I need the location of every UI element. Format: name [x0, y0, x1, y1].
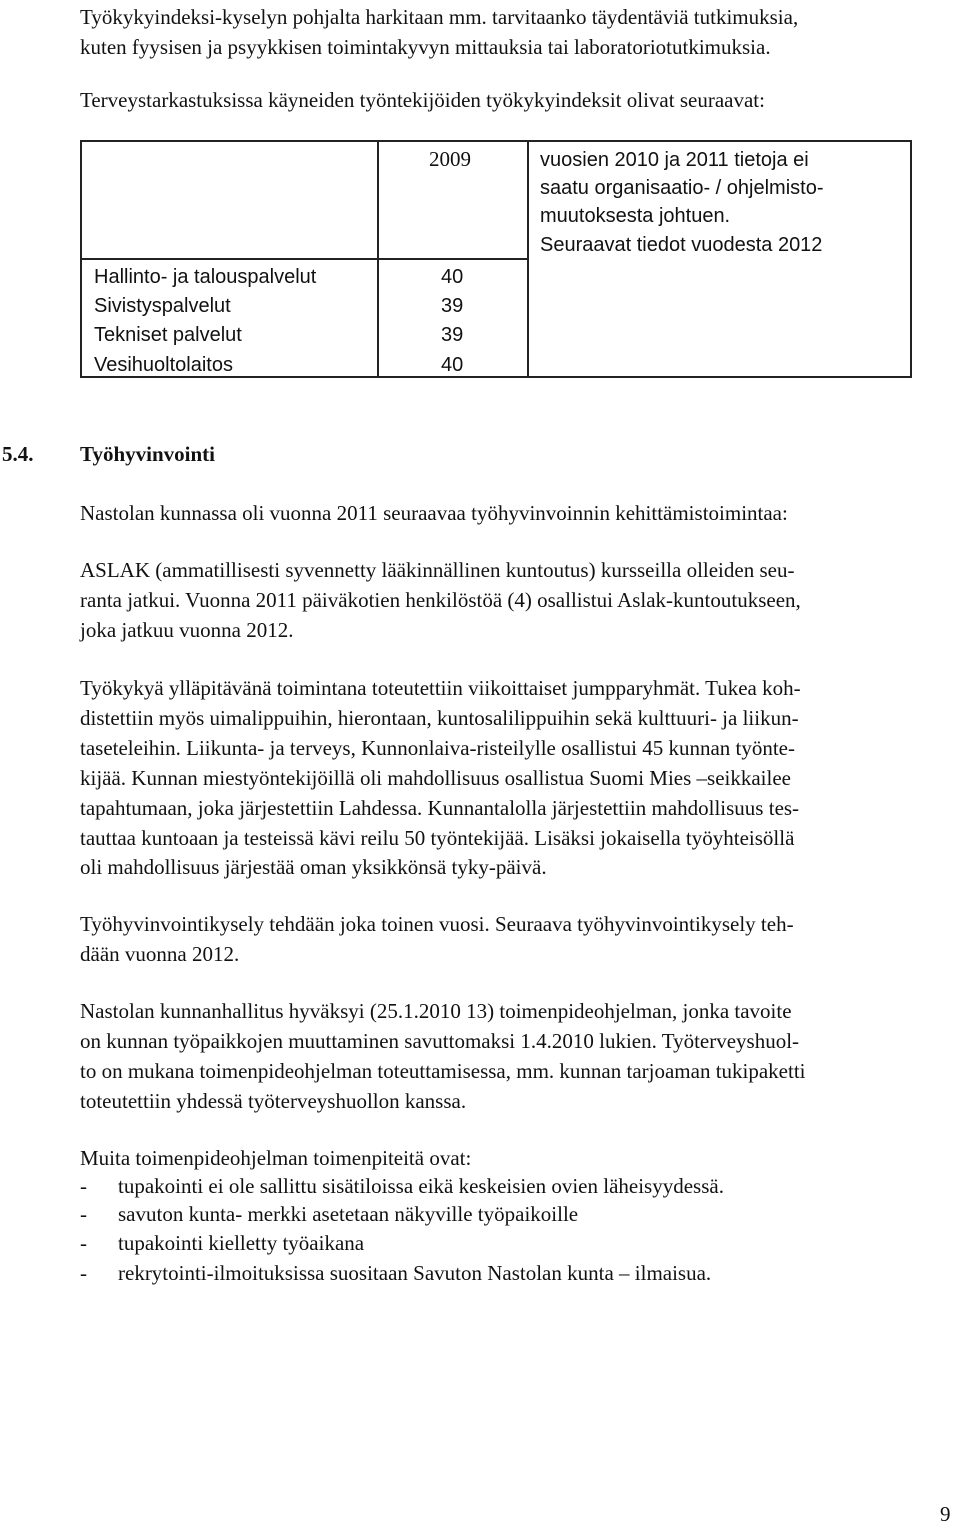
table-note-line: muutoksesta johtuen. — [540, 205, 731, 227]
page-number: 9 — [940, 1502, 951, 1526]
paragraph-line: dään vuonna 2012. — [80, 942, 240, 966]
table-row-unit: Vesihuoltolaitos — [94, 354, 233, 376]
table-divider-header — [80, 258, 529, 260]
list-bullet: - — [80, 1261, 87, 1285]
paragraph-line: ranta jatkui. Vuonna 2011 päiväkotien henkilöstöä (4) osallistui Aslak-kuntoutukseen, — [80, 588, 801, 612]
paragraph-line: to on mukana toimenpideohjelman toteuttamisessa, mm. kunnan tarjoaman tukipaketti — [80, 1059, 806, 1083]
list-intro: Muita toimenpideohjelman toimenpiteitä ovat: — [80, 1146, 472, 1170]
paragraph-line: toteutettiin yhdessä työterveyshuollon kanssa. — [80, 1089, 467, 1113]
paragraph-line: tapahtumaan, joka järjestettiin Lahdessa. Kunnantalolla järjestettiin mahdollisuus tes- — [80, 796, 800, 820]
table-year-header: 2009 — [429, 147, 471, 171]
paragraph-line: on kunnan työpaikkojen muuttaminen savuttomaksi 1.4.2010 lukien. Työterveyshuol- — [80, 1029, 800, 1053]
list-item: rekrytointi-ilmoituksissa suositaan Savuton Nastolan kunta – ilmaisua. — [118, 1261, 712, 1285]
table-row-unit: Sivistyspalvelut — [94, 295, 231, 317]
list-item: tupakointi ei ole sallittu sisätiloissa eikä keskeisien ovien läheisyydessä. — [118, 1174, 724, 1198]
table-row-value: 39 — [441, 324, 464, 346]
paragraph-line: kijää. Kunnan miestyöntekijöillä oli mahdollisuus osallistua Suomi Mies –seikkailee — [80, 766, 791, 790]
list-bullet: - — [80, 1231, 87, 1255]
paragraph-line: Työkykyä ylläpitävänä toimintana toteutettiin viikoittaiset jumpparyhmät. Tukea koh- — [80, 676, 801, 700]
section-number: 5.4. — [2, 442, 34, 466]
section-title: Työhyvinvointi — [80, 442, 215, 466]
table-note-line: saatu organisaatio- / ohjelmisto- — [540, 177, 824, 199]
list-item: tupakointi kielletty työaikana — [118, 1231, 365, 1255]
table-row-value: 39 — [441, 295, 464, 317]
table-note-line: vuosien 2010 ja 2011 tietoja ei — [540, 149, 809, 171]
paragraph-line: oli mahdollisuus järjestää oman yksikkönsä tyky-päivä. — [80, 855, 547, 879]
paragraph-line: ASLAK (ammatillisesti syvennetty lääkinnällinen kuntoutus) kursseilla olleiden seu- — [80, 558, 795, 582]
table-row-value: 40 — [441, 266, 464, 288]
paragraph-line: tauttaa kuntoaan ja testeissä kävi reilu 50 työntekijää. Lisäksi jokaisella työyhteisöllä — [80, 826, 795, 850]
paragraph-line: taseteleihin. Liikunta- ja terveys, Kunnonlaiva-risteilylle osallistui 45 kunnan työnte- — [80, 736, 795, 760]
paragraph-line: Nastolan kunnanhallitus hyväksyi (25.1.2010 13) toimenpideohjelman, jonka tavoite — [80, 999, 792, 1023]
table-row-unit: Tekniset palvelut — [94, 324, 242, 346]
list-bullet: - — [80, 1174, 87, 1198]
table-row-value: 40 — [441, 354, 464, 376]
paragraph-line: Nastolan kunnassa oli vuonna 2011 seuraavaa työhyvinvoinnin kehittämistoimintaa: — [80, 501, 788, 525]
intro-line-2: kuten fyysisen ja psyykkisen toimintakyvyn mittauksia tai laboratoriotutkimuksia. — [80, 35, 771, 59]
table-note-line: Seuraavat tiedot vuodesta 2012 — [540, 234, 823, 256]
table-intro: Terveystarkastuksissa käyneiden työntekijöiden työkykyindeksit olivat seuraavat: — [80, 88, 765, 112]
paragraph-line: Työhyvinvointikysely tehdään joka toinen vuosi. Seuraava työhyvinvointikysely teh- — [80, 912, 794, 936]
paragraph-line: distettiin myös uimalippuihin, hierontaan, kuntosalilippuihin sekä kulttuuri- ja liikun- — [80, 706, 799, 730]
intro-line-1: Työkykyindeksi-kyselyn pohjalta harkitaan mm. tarvitaanko täydentäviä tutkimuksia, — [80, 5, 799, 29]
list-bullet: - — [80, 1202, 87, 1226]
paragraph-line: joka jatkuu vuonna 2012. — [80, 618, 294, 642]
list-item: savuton kunta- merkki asetetaan näkyville työpaikoille — [118, 1202, 579, 1226]
table-row-unit: Hallinto- ja talouspalvelut — [94, 266, 317, 288]
